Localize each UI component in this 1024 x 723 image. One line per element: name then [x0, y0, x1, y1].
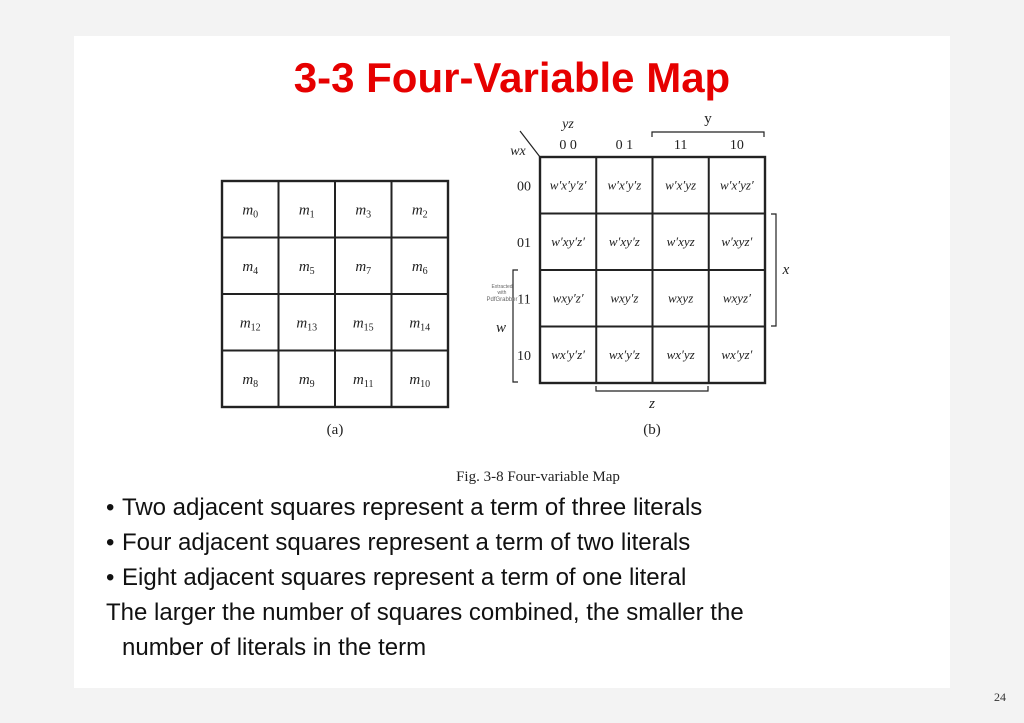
- summary-line-1: The larger the number of squares combined, the smaller the: [106, 599, 744, 626]
- y-bracket: [652, 132, 764, 137]
- term-cell: w′x′yz: [665, 177, 697, 193]
- term-cell: wxyz: [667, 290, 694, 306]
- slide: [74, 36, 950, 688]
- minterm-cell: $m_2$: [411, 202, 428, 221]
- bullet-dot: •: [106, 494, 115, 521]
- part-a-label: (a): [326, 422, 344, 438]
- minterm-cell: $m_4$: [242, 258, 259, 277]
- four-variable-map-figure: [74, 36, 950, 496]
- figure-caption: Fig. 3-8 Four-variable Map: [456, 469, 620, 485]
- var-z-label: z: [649, 396, 655, 412]
- w-bracket: [513, 270, 518, 382]
- term-cell: wx′y′z′: [551, 346, 586, 362]
- row-header: 10: [517, 348, 531, 364]
- bullet-item: [106, 560, 936, 595]
- corner-label-wx: wx: [510, 144, 526, 159]
- minterm-cell: $m_6$: [411, 258, 428, 277]
- bullet-text: Eight adjacent squares represent a term of one literal: [122, 564, 687, 591]
- minterm-cell: $m_{13}$: [296, 315, 318, 334]
- minterm-cell: $m_{12}$: [239, 315, 261, 334]
- minterm-cell: $m_{10}$: [409, 371, 431, 390]
- term-cell: wxy′z: [610, 290, 639, 306]
- column-header: 11: [673, 138, 688, 153]
- page-number: 24: [994, 690, 1006, 704]
- row-header: 00: [517, 179, 531, 195]
- term-cell: wxyz′: [722, 290, 751, 306]
- watermark-line-3: PdfGrabber: [486, 297, 518, 303]
- term-cell: w′x′y′z′: [549, 177, 587, 193]
- minterm-cell: $m_8$: [242, 371, 259, 390]
- bullet-item: [106, 525, 936, 560]
- slide-title: 3-3 Four-Variable Map: [293, 54, 731, 101]
- part-b-label: (b): [643, 422, 661, 438]
- bullet-dot: •: [106, 529, 115, 556]
- term-cell: wx′yz: [666, 346, 695, 362]
- term-cell: wxy′z′: [552, 290, 584, 306]
- var-x-label: x: [782, 262, 790, 278]
- bullet-text: Two adjacent squares represent a term of three literals: [122, 494, 703, 521]
- row-header: 01: [517, 235, 531, 251]
- minterm-cell: $m_5$: [298, 258, 315, 277]
- term-cell: w′xy′z: [608, 233, 640, 249]
- watermark-line-2: with: [497, 290, 507, 296]
- row-header: 11: [517, 292, 531, 308]
- bullet-dot: •: [106, 564, 115, 591]
- minterm-cell: $m_3$: [355, 202, 372, 221]
- var-w-label: w: [495, 320, 507, 336]
- column-header: 0 0: [559, 138, 577, 153]
- term-cell: w′xyz: [666, 233, 695, 249]
- minterm-map-a: [222, 181, 448, 407]
- x-bracket: [771, 214, 776, 326]
- minterm-cell: $m_1$: [298, 202, 315, 221]
- z-bracket: [596, 386, 708, 391]
- minterm-cell: $m_{15}$: [352, 315, 374, 334]
- term-cell: w′x′yz′: [719, 177, 754, 193]
- minterm-cell: $m_{14}$: [409, 315, 431, 334]
- map-b-headers: [517, 138, 744, 364]
- column-header: 0 1: [615, 138, 634, 153]
- watermark-line-1: Extracted: [491, 284, 513, 290]
- summary-line-2: number of literals in the term: [122, 634, 427, 661]
- bullet-list: [106, 490, 936, 665]
- minterm-cell: $m_7$: [355, 258, 372, 277]
- var-y-label: y: [704, 111, 712, 127]
- term-cell: wx′yz′: [721, 346, 753, 362]
- term-cell: w′x′y′z: [607, 177, 642, 193]
- term-map-b: [540, 157, 765, 383]
- term-cell: w′xy′z′: [551, 233, 586, 249]
- term-cell: wx′y′z: [608, 346, 640, 362]
- bullet-text: Four adjacent squares represent a term of two literals: [122, 529, 691, 556]
- column-header: 10: [729, 138, 744, 153]
- minterm-cell: $m_0$: [242, 202, 259, 221]
- bullet-item: [106, 490, 936, 525]
- term-cell: w′xyz′: [721, 233, 753, 249]
- corner-label-yz: yz: [562, 117, 574, 132]
- minterm-cell: $m_{11}$: [353, 371, 374, 390]
- minterm-cell: $m_9$: [298, 371, 315, 390]
